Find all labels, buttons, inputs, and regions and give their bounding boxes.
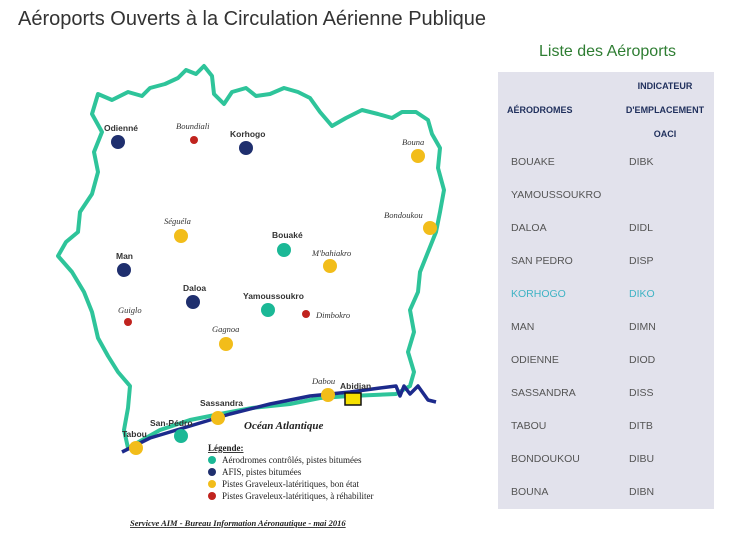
legend-dot-3 [208,480,216,488]
mbahiakro-dot [323,259,337,273]
boundiali-dot [190,136,198,144]
map-credit: Servicve AIM - Bureau Information Aéronautique - mai 2016 [130,518,346,528]
legend-dot-2 [208,468,216,476]
odienne-label: Odienné [104,123,139,133]
dabou-label: Dabou [312,376,336,386]
seguela-dot [174,229,188,243]
row-code-5[interactable]: DIKO [629,288,655,300]
map-svg [0,40,490,544]
mbahiakro-label: M'bahiakro [312,248,352,258]
bondoukou-dot [423,221,437,235]
row-name-4: SAN PEDRO [511,255,573,267]
odienne-dot [111,135,125,149]
row-name-7: ODIENNE [511,354,559,366]
daloa-dot [186,295,200,309]
bouna-label: Bouna [402,137,425,147]
row-code-6: DIMN [629,321,656,333]
abidjan-marker [345,393,361,405]
row-name-11: BOUNA [511,486,549,498]
ocean-label: Océan Atlantique [244,420,324,432]
legend-item-1: Aérodromes contrôlés, pistes bitumées [222,455,362,465]
bouna-dot [411,149,425,163]
yamoussoukro-dot [261,303,275,317]
legend-dot-4 [208,492,216,500]
list-title: Liste des Aéroports [539,43,676,60]
row-name-9: TABOU [511,420,547,432]
row-code-10: DIBU [629,453,655,465]
row-name-8: SASSANDRA [511,387,576,399]
legend-item-4: Pistes Graveleux-latéritiques, à réhabiliter [222,491,374,501]
daloa-label: Daloa [183,283,207,293]
gagnoa-dot [219,337,233,351]
header-indicator-2: D'EMPLACEMENT [625,105,705,115]
row-code-8: DISS [629,387,654,399]
row-name-2: YAMOUSSOUKRO [511,189,602,201]
legend-item-2: AFIS, pistes bitumées [222,467,302,477]
dimbokro-label: Dimbokro [316,310,351,320]
row-name-3: DALOA [511,222,547,234]
dabou-dot [321,388,335,402]
sassandra-dot [211,411,225,425]
legend-dot-1 [208,456,216,464]
sanpedro-label: San-Pédro [150,418,193,428]
row-code-11: DIBN [629,486,655,498]
row-code-1: DIBK [629,156,654,168]
gagnoa-label: Gagnoa [212,324,240,334]
dimbokro-dot [302,310,310,318]
row-name-6: MAN [511,321,535,333]
row-code-9: DITB [629,420,653,432]
airport-map [0,40,490,544]
tabou-dot [129,441,143,455]
row-code-3: DIDL [629,222,653,234]
sassandra-label: Sassandra [200,398,243,408]
guiglo-dot [124,318,132,326]
boundiali-label: Boundiali [176,121,210,131]
row-code-4: DISP [629,255,654,267]
header-aerodromes: AÉRODROMES [507,105,573,115]
seguela-label: Séguéla [164,216,191,226]
row-name-10: BONDOUKOU [511,453,580,465]
page-title: Aéroports Ouverts à la Circulation Aérienne Publique [18,8,487,30]
sanpedro-dot [174,429,188,443]
bouake-dot [277,243,291,257]
korhogo-dot [239,141,253,155]
header-indicator-3: OACI [653,129,677,139]
guiglo-label: Guiglo [118,305,142,315]
legend-title: Légende: [208,443,244,453]
legend-item-3: Pistes Graveleux-latéritiques, bon état [222,479,359,489]
row-name-5[interactable]: KORHOGO [511,288,566,300]
korhogo-label: Korhogo [230,129,266,139]
yamoussoukro-label: Yamoussoukro [243,291,304,301]
tabou-label: Tabou [122,429,147,439]
header-indicator-1: INDICATEUR [637,81,693,91]
bondoukou-label: Bondoukou [384,210,423,220]
row-name-1: BOUAKE [511,156,555,168]
man-label: Man [116,251,133,261]
man-dot [117,263,131,277]
bouake-label: Bouaké [272,230,303,240]
abidjan-label: Abidjan [340,381,372,391]
row-code-7: DIOD [629,354,656,366]
